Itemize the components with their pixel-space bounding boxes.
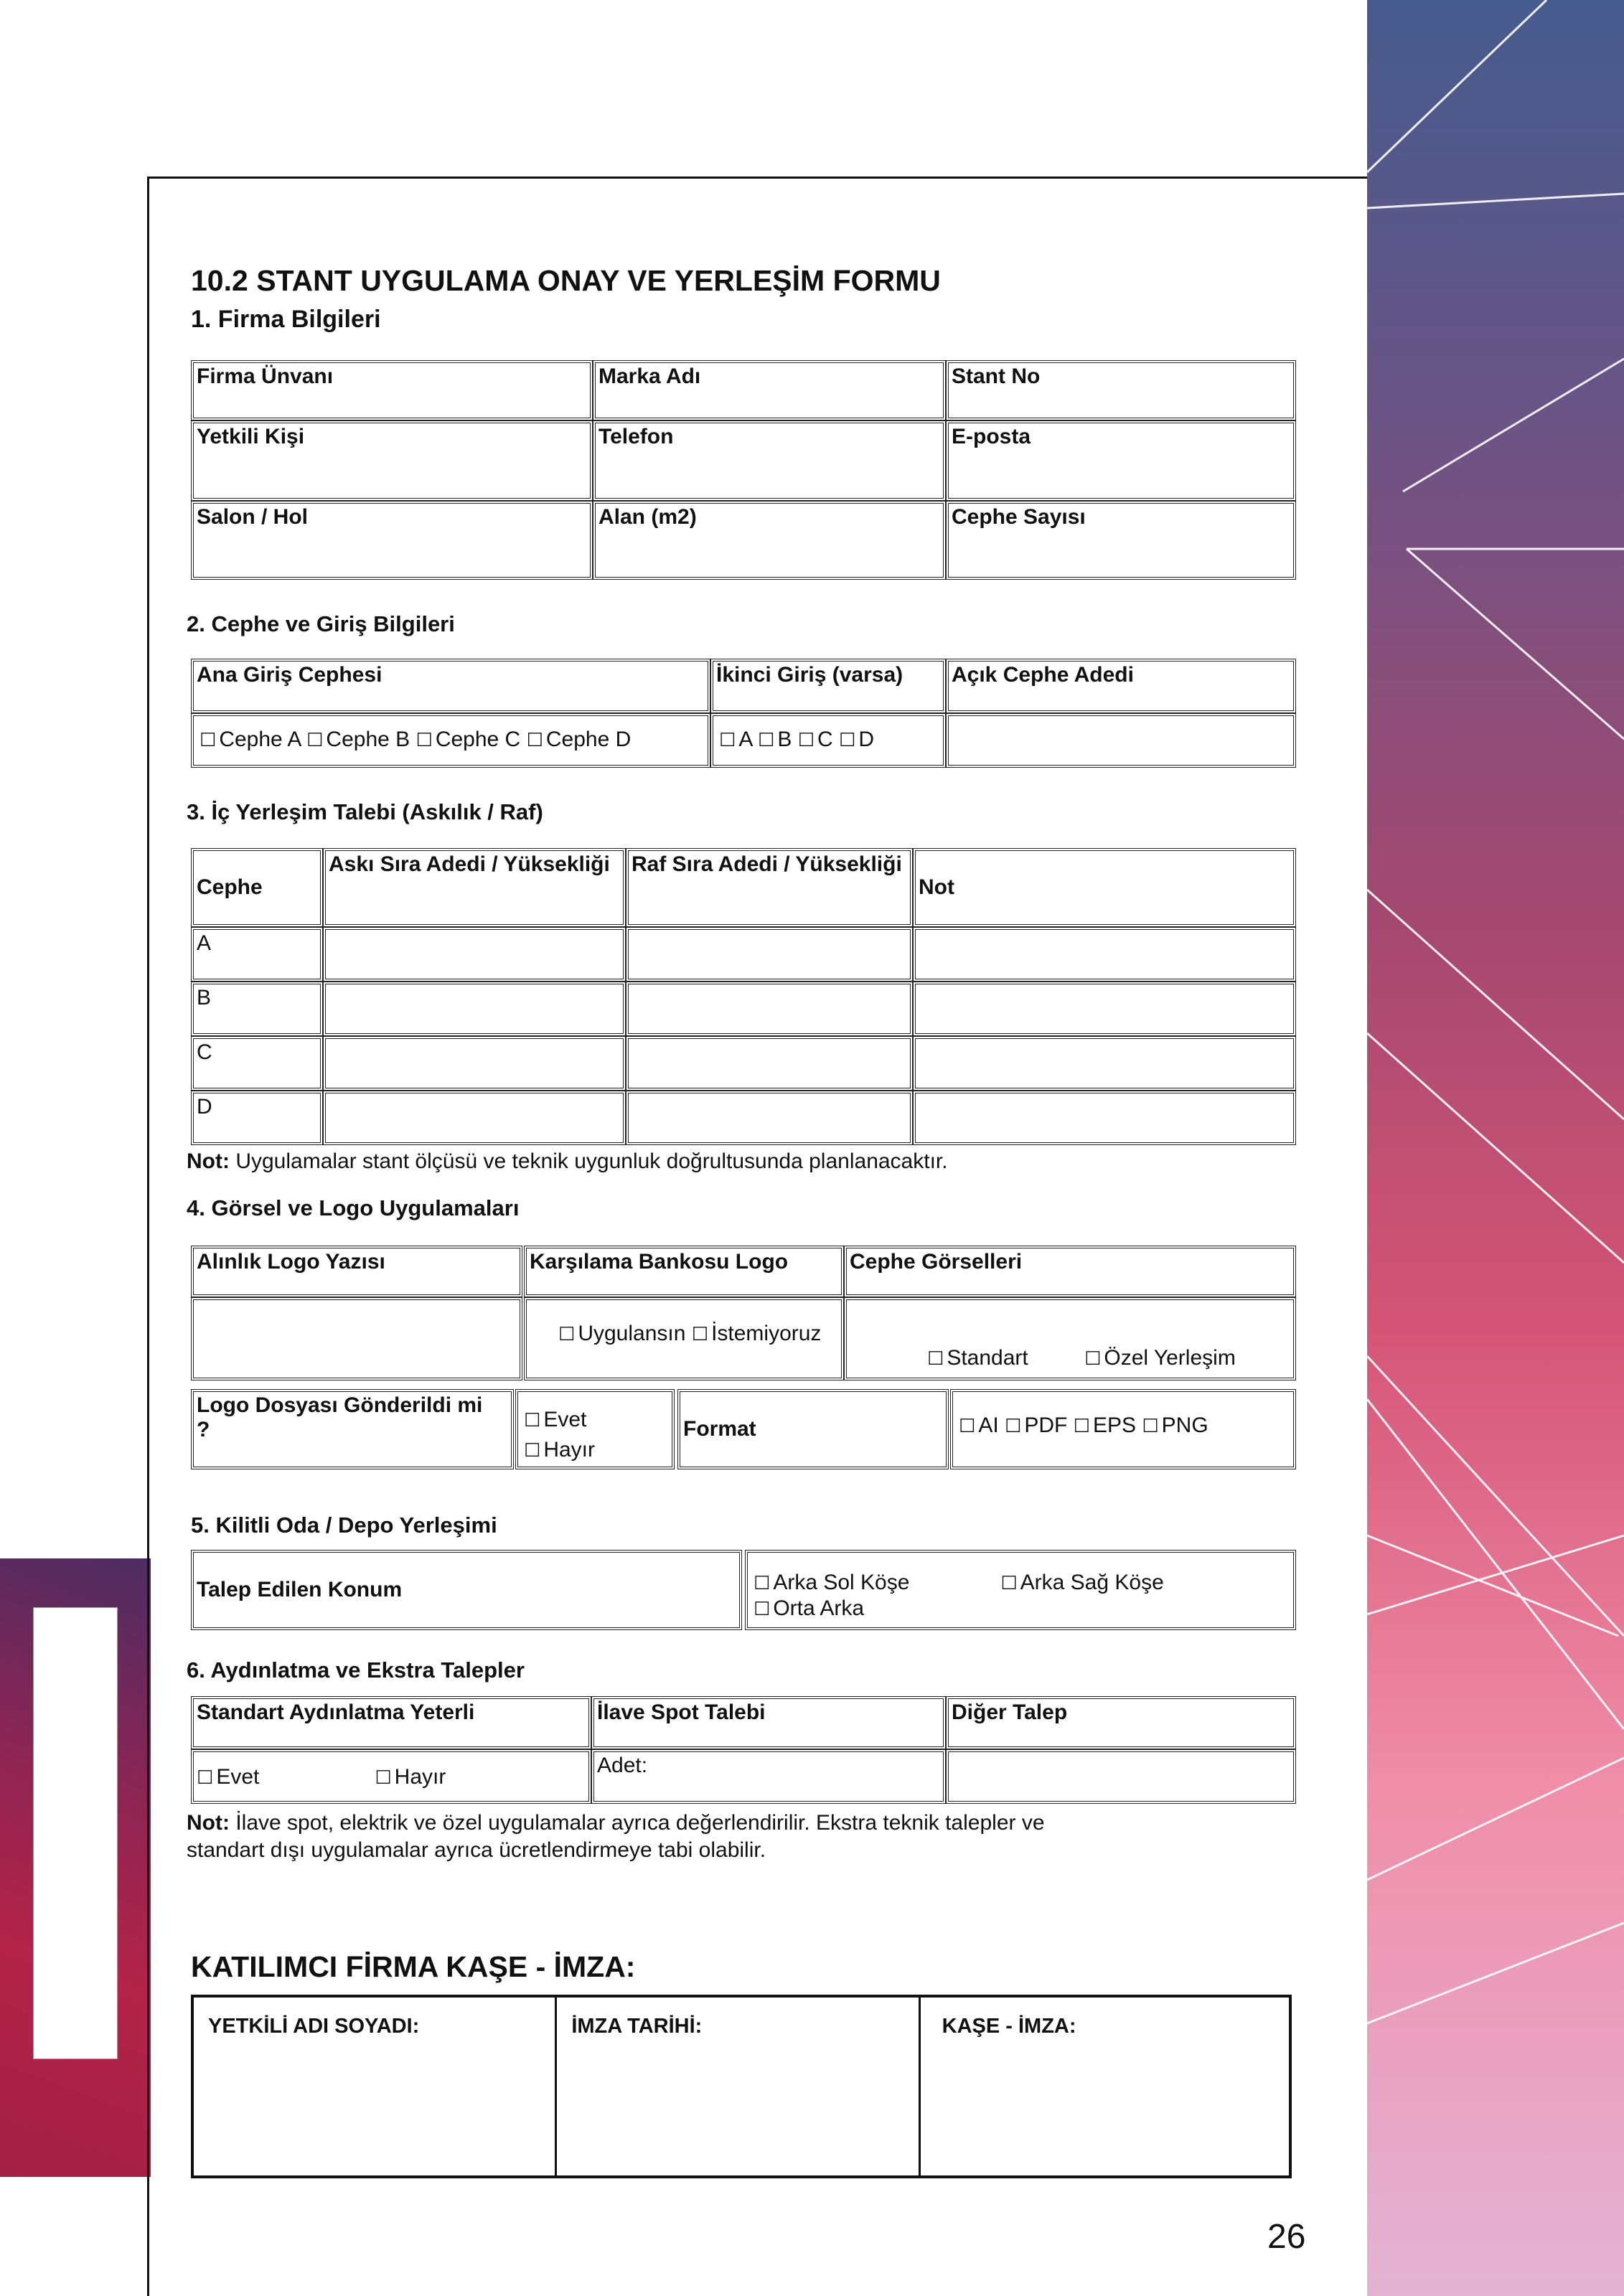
ana-giris-header — [191, 659, 710, 713]
col-header-raf — [626, 848, 913, 927]
option-label: Cephe B — [326, 728, 410, 751]
eposta-label: E-posta — [952, 425, 1031, 448]
option-label: Hayır — [543, 1438, 595, 1462]
note-label: Not: — [187, 1811, 230, 1835]
option-label: Cephe A — [219, 728, 301, 751]
option-evet[interactable] — [524, 1405, 669, 1435]
eposta-cell[interactable] — [946, 420, 1296, 501]
telefon-label: Telefon — [599, 425, 674, 448]
option-cephe-d[interactable] — [527, 728, 632, 751]
signature-heading: KATILIMCI FİRMA KAŞE - İMZA: — [191, 1950, 636, 1983]
telefon-cell[interactable] — [593, 420, 946, 501]
option-label: Özel Yerleşim — [1104, 1346, 1236, 1370]
checkbox-icon: ☐ — [797, 729, 815, 751]
acik-cephe-input[interactable] — [946, 713, 1296, 768]
option-label: Uygulansın — [578, 1322, 686, 1345]
row-c-raf-input[interactable] — [626, 1036, 913, 1091]
kase-imza-label: KAŞE - İMZA: — [942, 2015, 1076, 2038]
alan-cell[interactable] — [593, 501, 946, 580]
checkbox-icon: ☐ — [375, 1766, 392, 1788]
row-label-a: A — [191, 927, 323, 982]
row-d-aski-input[interactable] — [323, 1091, 626, 1145]
option-hayir[interactable] — [524, 1435, 669, 1465]
section4-heading: 4. Görsel ve Logo Uygulamaları — [187, 1195, 520, 1220]
option-label: Evet — [216, 1765, 260, 1789]
salon-hol-cell[interactable] — [191, 501, 593, 580]
option-orta-arka[interactable] — [754, 1596, 1290, 1622]
checkbox-icon: ☐ — [197, 1766, 214, 1788]
section6-note — [187, 1810, 1045, 1864]
checkbox-icon: ☐ — [1084, 1347, 1102, 1369]
ilave-spot-header — [591, 1696, 946, 1749]
section3-note — [187, 1148, 948, 1175]
option-c[interactable] — [798, 728, 833, 751]
checkbox-icon: ☐ — [754, 1572, 771, 1594]
option-label: Arka Sağ Köşe — [1020, 1571, 1164, 1594]
col-header-not — [913, 848, 1296, 927]
decorative-lines — [1367, 0, 1624, 2296]
row-c-aski-input[interactable] — [323, 1036, 626, 1091]
checkbox-icon: ☐ — [524, 1439, 541, 1461]
checkbox-icon: ☐ — [959, 1415, 976, 1436]
yetkili-adi-label: YETKİLİ ADI SOYADI: — [208, 2015, 420, 2038]
checkbox-icon: ☐ — [1142, 1415, 1159, 1436]
checkbox-icon: ☐ — [524, 1409, 541, 1431]
format-options-cell — [950, 1389, 1296, 1469]
option-label: B — [777, 728, 792, 751]
option-ai[interactable] — [959, 1413, 999, 1437]
col-header-cephe — [191, 848, 323, 927]
option-cephe-a[interactable] — [200, 728, 301, 751]
row-label-b: B — [191, 982, 323, 1036]
alinlik-header — [191, 1246, 522, 1297]
note-text: Uygulamalar stant ölçüsü ve teknik uygunluk doğrultusunda planlanacaktır. — [235, 1149, 948, 1173]
cephe-gorselleri-header — [844, 1246, 1296, 1297]
row-c-not-input[interactable] — [913, 1036, 1296, 1091]
acik-cephe-label: Açık Cephe Adedi — [952, 663, 1134, 687]
diger-talep-label: Diğer Talep — [952, 1700, 1068, 1724]
checkbox-icon: ☐ — [1000, 1572, 1018, 1594]
option-label: Evet — [543, 1408, 587, 1431]
option-standart[interactable] — [927, 1346, 1028, 1370]
note-line1: İlave spot, elektrik ve özel uygulamalar ayrıca değerlendirilir. Ekstra teknik talepler ve — [235, 1811, 1045, 1835]
page-number: 26 — [1267, 2218, 1306, 2256]
row-a-aski-input[interactable] — [323, 927, 626, 982]
standart-aydinlatma-label: Standart Aydınlatma Yeterli — [197, 1700, 475, 1724]
row-b-raf-input[interactable] — [626, 982, 913, 1036]
option-label: Cephe D — [545, 728, 632, 751]
option-hayir[interactable] — [375, 1765, 446, 1789]
section3-heading: 3. İç Yerleşim Talebi (Askılık / Raf) — [187, 799, 543, 824]
checkbox-icon: ☐ — [1005, 1415, 1022, 1436]
checkbox-icon: ☐ — [758, 729, 775, 751]
cephe-header-label: Cephe — [197, 875, 263, 899]
option-label: Cephe C — [435, 728, 521, 751]
option-d[interactable] — [839, 728, 874, 751]
page-frame-left — [147, 177, 149, 2296]
checkbox-icon: ☐ — [1073, 1415, 1090, 1436]
row-a-not-input[interactable] — [913, 927, 1296, 982]
adet-label: Adet: — [597, 1754, 648, 1777]
kase-imza-field[interactable] — [921, 1998, 1289, 2175]
col-header-aski — [323, 848, 626, 927]
checkbox-icon: ☐ — [306, 729, 324, 751]
option-label: Standart — [947, 1346, 1028, 1370]
option-label: PNG — [1161, 1413, 1208, 1437]
row-label-c: C — [191, 1036, 323, 1091]
karsilama-header — [524, 1246, 844, 1297]
option-cephe-b[interactable] — [306, 728, 410, 751]
logo-options-cell — [515, 1389, 675, 1469]
yetkili-adi-field[interactable] — [194, 1998, 557, 2175]
option-label: İstemiyoruz — [711, 1322, 822, 1345]
cephe-sayisi-cell[interactable] — [946, 501, 1296, 580]
option-label: A — [738, 728, 752, 751]
option-label: AI — [978, 1413, 999, 1437]
decorative-left-inner-panel — [33, 1607, 118, 2059]
option-pdf[interactable] — [1005, 1413, 1067, 1437]
karsilama-options-cell — [524, 1297, 844, 1380]
row-label-d: D — [191, 1091, 323, 1145]
row-b-not-input[interactable] — [913, 982, 1296, 1036]
section6-heading: 6. Aydınlatma ve Ekstra Talepler — [187, 1657, 525, 1683]
row-d-not-input[interactable] — [913, 1091, 1296, 1145]
option-evet[interactable] — [197, 1765, 369, 1789]
option-label: Hayır — [394, 1765, 446, 1789]
adet-input[interactable] — [591, 1749, 946, 1804]
firma-unvani-cell[interactable] — [191, 360, 593, 420]
checkbox-icon: ☐ — [719, 729, 736, 751]
logo-dosyasi-header — [191, 1389, 514, 1469]
option-eps[interactable] — [1074, 1413, 1136, 1437]
firma-unvani-label: Firma Ünvanı — [197, 364, 334, 388]
checkbox-icon: ☐ — [754, 1598, 771, 1619]
talep-konum-label: Talep Edilen Konum — [197, 1578, 403, 1601]
note-line2: standart dışı uygulamalar ayrıca ücretlendirmeye tabi olabilir. — [187, 1838, 766, 1862]
raf-header-label: Raf Sıra Adedi / Yüksekliği — [632, 852, 902, 876]
cephe-gorselleri-options-cell — [844, 1297, 1296, 1380]
ikinci-giris-header — [710, 659, 946, 713]
imza-tarihi-field[interactable] — [557, 1998, 920, 2175]
marka-adi-cell[interactable] — [593, 360, 946, 420]
row-a-raf-input[interactable] — [626, 927, 913, 982]
row-d-raf-input[interactable] — [626, 1091, 913, 1145]
checkbox-icon: ☐ — [691, 1323, 709, 1345]
cephe-gorselleri-label: Cephe Görselleri — [850, 1250, 1023, 1274]
ana-giris-label: Ana Giriş Cephesi — [197, 663, 382, 687]
alan-label: Alan (m2) — [599, 505, 697, 529]
diger-talep-header — [946, 1696, 1296, 1749]
option-uygulansin[interactable] — [558, 1322, 685, 1345]
option-label: Orta Arka — [773, 1596, 865, 1620]
diger-talep-input[interactable] — [946, 1749, 1296, 1804]
checkbox-icon: ☐ — [839, 729, 856, 751]
checkbox-icon: ☐ — [526, 729, 543, 751]
checkbox-icon: ☐ — [558, 1323, 576, 1345]
standart-aydinlatma-header — [191, 1696, 591, 1749]
row-b-aski-input[interactable] — [323, 982, 626, 1036]
option-label: Arka Sol Köşe — [773, 1571, 910, 1594]
decorative-right-band — [1367, 0, 1624, 2296]
note-label: Not: — [187, 1149, 230, 1173]
section5-heading: 5. Kilitli Oda / Depo Yerleşimi — [191, 1512, 497, 1538]
option-a[interactable] — [719, 728, 752, 751]
checkbox-icon: ☐ — [200, 729, 217, 751]
page-frame-top — [147, 177, 1367, 179]
section1-heading: 1. Firma Bilgileri — [191, 306, 381, 333]
salon-hol-label: Salon / Hol — [197, 505, 309, 529]
stant-no-label: Stant No — [952, 364, 1041, 388]
alinlik-label: Alınlık Logo Yazısı — [197, 1250, 385, 1274]
karsilama-label: Karşılama Bankosu Logo — [530, 1250, 789, 1274]
option-ozel-yerlesim[interactable] — [1084, 1346, 1236, 1370]
format-header — [677, 1389, 949, 1469]
marka-adi-label: Marka Adı — [599, 364, 701, 388]
konum-options-cell — [745, 1550, 1296, 1630]
aski-header-label: Askı Sıra Adedi / Yüksekliği — [329, 852, 610, 876]
page-title: 10.2 STANT UYGULAMA ONAY VE YERLEŞİM FORMU — [191, 264, 941, 297]
yetkili-kisi-label: Yetkili Kişi — [197, 425, 305, 448]
ilave-spot-label: İlave Spot Talebi — [597, 1700, 766, 1724]
not-header-label: Not — [919, 875, 954, 899]
ana-giris-options-cell — [191, 713, 710, 768]
option-label: EPS — [1092, 1413, 1137, 1437]
checkbox-icon: ☐ — [416, 729, 433, 751]
option-label: PDF — [1024, 1413, 1068, 1437]
section2-heading: 2. Cephe ve Giriş Bilgileri — [187, 611, 455, 636]
stant-no-cell[interactable] — [946, 360, 1296, 420]
logo-dosyasi-label: Logo Dosyası Gönderildi mi ? — [197, 1393, 483, 1441]
signature-table — [191, 1995, 1292, 2178]
option-png[interactable] — [1142, 1413, 1208, 1437]
option-cephe-c[interactable] — [416, 728, 521, 751]
imza-tarihi-label: İMZA TARİHİ: — [571, 2015, 703, 2038]
option-b[interactable] — [758, 728, 792, 751]
aydinlatma-options-cell — [191, 1749, 591, 1804]
option-arka-sol-kose[interactable] — [754, 1570, 995, 1596]
option-arka-sag-kose[interactable] — [1000, 1571, 1163, 1594]
yetkili-kisi-cell[interactable] — [191, 420, 593, 501]
ikinci-giris-options-cell — [710, 713, 946, 768]
cephe-sayisi-label: Cephe Sayısı — [952, 505, 1086, 529]
acik-cephe-header — [946, 659, 1296, 713]
talep-konum-header — [191, 1550, 742, 1630]
checkbox-icon: ☐ — [927, 1347, 944, 1369]
ikinci-giris-label: İkinci Giriş (varsa) — [716, 663, 903, 687]
option-istemiyoruz[interactable] — [692, 1322, 822, 1345]
option-label: C — [817, 728, 833, 751]
format-label: Format — [683, 1417, 756, 1441]
alinlik-input[interactable] — [191, 1297, 522, 1380]
option-label: D — [858, 728, 874, 751]
